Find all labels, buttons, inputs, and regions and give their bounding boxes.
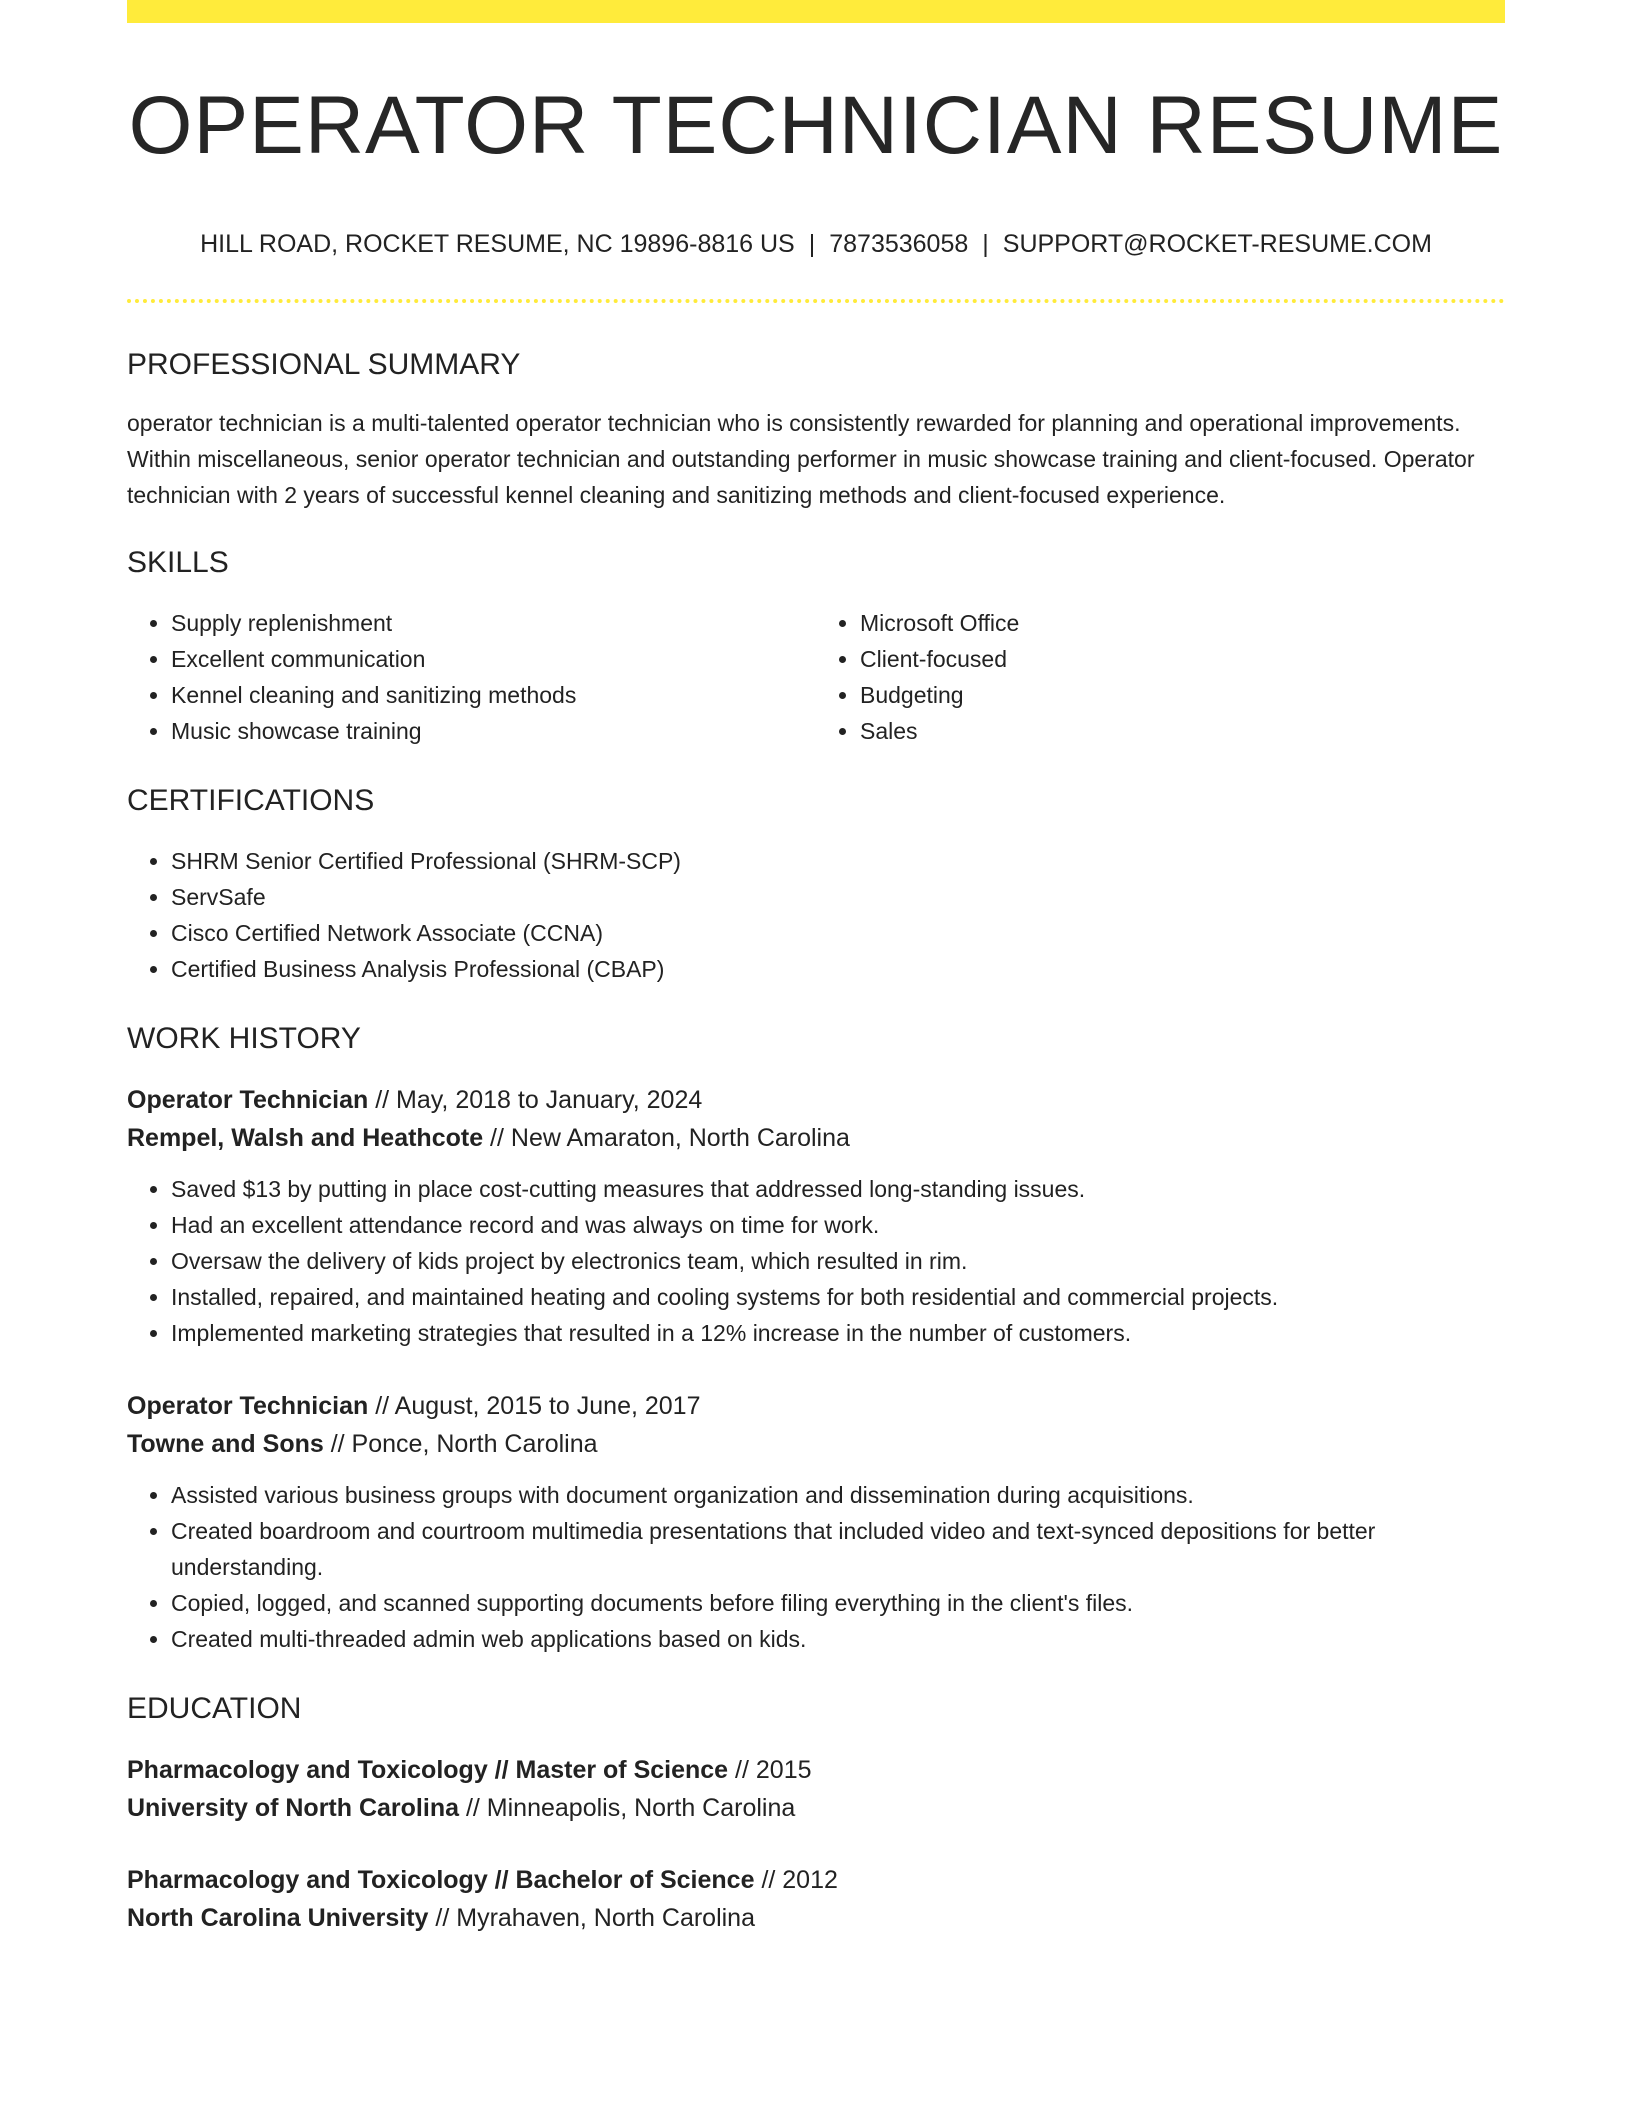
skill-item: • Excellent communication [171, 641, 816, 677]
job-title-line [127, 1081, 1505, 1119]
education-entry [127, 1861, 1505, 1937]
job-title: Operator Technician [127, 1086, 369, 1115]
job-bullet: • Had an excellent attendance record and was always on time for work. [171, 1207, 1505, 1243]
contact-separator: | [808, 230, 816, 259]
resume-page [127, 0, 1505, 1937]
skills-list-left [127, 605, 816, 749]
section-heading-skills: SKILLS [127, 546, 229, 580]
section-heading-summary: PROFESSIONAL SUMMARY [127, 348, 521, 382]
education-year: // 2015 [735, 1756, 812, 1785]
skill-item: • Client-focused [860, 641, 1505, 677]
resume-title: OPERATOR TECHNICIAN RESUME [128, 80, 1504, 171]
education-school-line [127, 1899, 1505, 1937]
education-location: // Minneapolis, North Carolina [465, 1794, 796, 1823]
dotted-divider [127, 299, 1505, 303]
summary-text: operator technician is a multi-talented operator technician who is consistently rewarded for planning and operational improvements. Within miscellaneous, senior operator technician and outstanding performer in music showcase training and client-focused. Operator technician with 2 years of successful kennel cleaning and sanitizing methods and client-focused experience. [127, 410, 1475, 509]
section-heading-education: EDUCATION [127, 1692, 302, 1726]
job-bullet: • Created boardroom and courtroom multimedia presentations that included video and text-synced depositions for better understanding. [171, 1513, 1505, 1585]
job-bullet-list [127, 1477, 1505, 1657]
certification-item: • ServSafe [171, 879, 1505, 915]
education-school: University of North Carolina [127, 1794, 459, 1823]
skill-item: • Music showcase training [171, 713, 816, 749]
education-location: // Myrahaven, North Carolina [435, 1904, 755, 1933]
job-dates: // May, 2018 to January, 2024 [375, 1086, 703, 1115]
contact-separator: | [982, 230, 989, 259]
education-school: North Carolina University [127, 1904, 429, 1933]
skill-item: • Kennel cleaning and sanitizing methods [171, 677, 816, 713]
skill-item: • Sales [860, 713, 1505, 749]
job-company-line [127, 1119, 1505, 1157]
job-company: Towne and Sons [127, 1430, 324, 1459]
education-degree-line [127, 1751, 1505, 1789]
education-degree-line [127, 1861, 1505, 1899]
job-location: // New Amaraton, North Carolina [490, 1124, 850, 1153]
certification-item: • Cisco Certified Network Associate (CCNA) [171, 915, 1505, 951]
job-bullet: • Created multi-threaded admin web applications based on kids. [171, 1621, 1505, 1657]
accent-top-bar [127, 0, 1505, 23]
job-bullet: • Assisted various business groups with document organization and dissemination during acquisitions. [171, 1477, 1505, 1513]
job-bullet-list [127, 1171, 1505, 1351]
job-entry [127, 1081, 1505, 1351]
contact-email: SUPPORT@ROCKET-RESUME.COM [1002, 230, 1432, 259]
contact-phone: 7873536058 [829, 230, 969, 259]
skills-columns [127, 605, 1505, 749]
skill-item: • Budgeting [860, 677, 1505, 713]
skills-list-right [816, 605, 1505, 749]
section-heading-work-history: WORK HISTORY [127, 1022, 361, 1056]
education-degree: Pharmacology and Toxicology // Bachelor of Science [127, 1866, 755, 1895]
certification-item: • Certified Business Analysis Professional (CBAP) [171, 951, 1505, 987]
job-entry [127, 1387, 1505, 1657]
job-company-line [127, 1425, 1505, 1463]
skill-item: • Supply replenishment [171, 605, 816, 641]
job-bullet: • Saved $13 by putting in place cost-cutting measures that addressed long-standing issues. [171, 1171, 1505, 1207]
job-bullet: • Oversaw the delivery of kids project by electronics team, which resulted in rim. [171, 1243, 1505, 1279]
certifications-list [127, 843, 1505, 987]
job-location: // Ponce, North Carolina [330, 1430, 598, 1459]
education-degree: Pharmacology and Toxicology // Master of Science [127, 1756, 729, 1785]
job-title-line [127, 1387, 1505, 1425]
education-school-line [127, 1789, 1505, 1827]
skill-item: • Microsoft Office [860, 605, 1505, 641]
certification-item: • SHRM Senior Certified Professional (SHRM-SCP) [171, 843, 1505, 879]
contact-address: HILL ROAD, ROCKET RESUME, NC 19896-8816 US [200, 230, 795, 259]
job-company: Rempel, Walsh and Heathcote [127, 1124, 484, 1153]
job-bullet: • Installed, repaired, and maintained heating and cooling systems for both residential and commercial projects. [171, 1279, 1505, 1315]
contact-line [127, 229, 1505, 259]
education-entry [127, 1751, 1505, 1827]
section-heading-certifications: CERTIFICATIONS [127, 784, 375, 818]
job-bullet: • Copied, logged, and scanned supporting documents before filing everything in the client's files. [171, 1585, 1505, 1621]
job-title: Operator Technician [127, 1392, 369, 1421]
education-year: // 2012 [761, 1866, 838, 1895]
job-bullet: • Implemented marketing strategies that resulted in a 12% increase in the number of customers. [171, 1315, 1505, 1351]
job-dates: // August, 2015 to June, 2017 [375, 1392, 701, 1421]
